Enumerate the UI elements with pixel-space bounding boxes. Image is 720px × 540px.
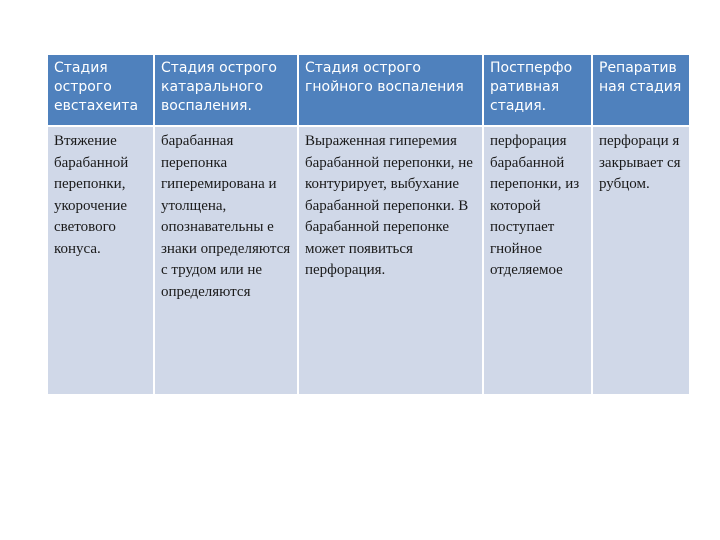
body-cell-5: перфораци я закрывает ся рубцом. [592, 126, 690, 395]
header-cell-1: Стадия острого евстахеита [47, 54, 154, 126]
body-cell-4: перфорация барабанной перепонки, из которой поступает гнойное отделяемое [483, 126, 592, 395]
header-row [47, 54, 690, 126]
body-cell-2: барабанная перепонка гиперемирована и утолщена, опознавательны е знаки определяются с трудом или не определяются [154, 126, 298, 395]
body-cell-3: Выраженная гиперемия барабанной перепонки, не контурирует, выбухание барабанной перепонки. В барабанной перепонке может появиться перфорация. [298, 126, 483, 395]
header-cell-5: Репаратив ная стадия [592, 54, 690, 126]
header-cell-4: Постперфо ративная стадия. [483, 54, 592, 126]
header-cell-3: Стадия острого гнойного воспаления [298, 54, 483, 126]
stages-table [46, 53, 691, 396]
header-cell-2: Стадия острого катарального воспаления. [154, 54, 298, 126]
table-row [47, 126, 690, 395]
body-cell-1: Втяжение барабанной перепонки, укорочение светового конуса. [47, 126, 154, 395]
